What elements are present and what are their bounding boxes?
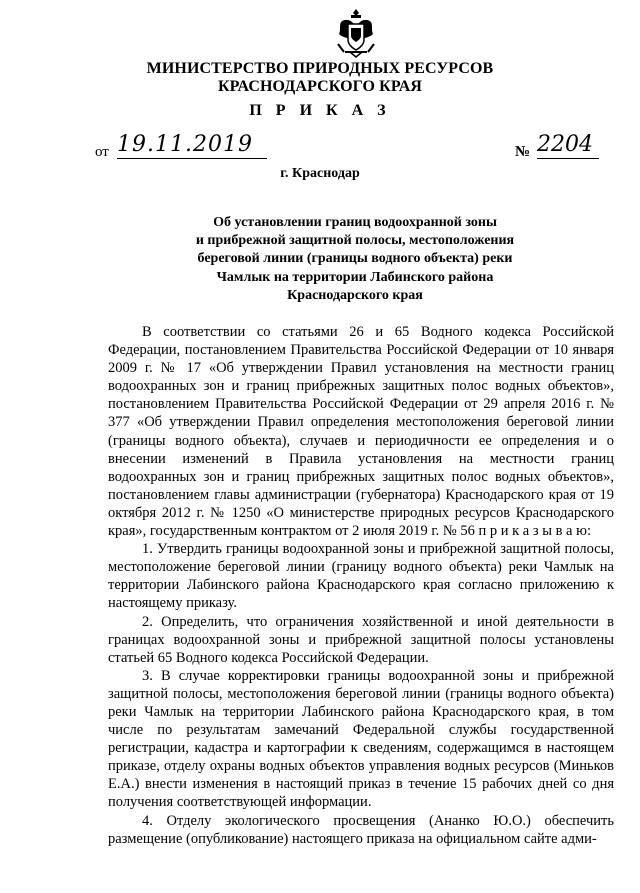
ministry-line-2: КРАСНОДАРСКОГО КРАЯ xyxy=(217,78,423,95)
document-body xyxy=(108,323,614,848)
paragraph-1: 1. Утвердить границы водоохранной зоны и прибрежной защитной полосы, местоположение береговой линии (границу водного объекта) реки Чамлык на территории Лабинского района Краснодарского края согласно приложению к настоящему приказу. xyxy=(108,541,614,612)
paragraph-3: 3. В случае корректировки границы водоохранной зоны и прибрежной защитной полосы, местоположения береговой линии (границы водного объекта) реки Чамлык на территории Лабинского района Краснодарского края, в том числе по результатам замечаний Федеральной службы государственной регистрации, кадастра и картографии к сведениям, содержащимся в настоящем приказе, отделу охраны водных объектов управления водных ресурсов (Миньков Е.А.) внести изменения в настоящий приказ в течение 15 рабочих дней со дня получения соответствующей информации. xyxy=(108,667,614,811)
ministry-name xyxy=(0,60,640,96)
title-line: Об установлении границ водоохранной зоны xyxy=(213,215,497,230)
date-label: от xyxy=(95,144,109,160)
paragraph-preamble: В соответствии со статьями 26 и 65 Водного кодекса Российской Федерации, постановлением Правительства Российской Федерации от 10 января 2009 г. № 17 «Об утверждении Правил установления на местности границ водоохранных зон и границ прибрежных защитных полос водных объектов», постановлением Правительства Российской Федерации от 29 апреля 2016 г. № 377 «Об утверждении Правил определения местоположения береговой линии (границы водного объекта), случаев и периодичности ее определения и о внесении изменений в Правила установления на местности границ водоохранных зон и границ прибрежных защитных полос водных объектов», постановлением главы администрации (губернатора) Краснодарского края от 19 октября 2012 г. № 1250 «О министерстве природных ресурсов Краснодарского края», государственным контрактом от 2 июля 2019 г. № 56 п р и к а з ы в а ю: xyxy=(108,324,614,540)
paragraph-4: 4. Отделу экологического просвещения (Ананко Ю.О.) обеспечить размещение (опубликование) настоящего приказа на официальном сайте адми- xyxy=(108,812,614,847)
title-line: Чамлык на территории Лабинского района xyxy=(216,269,494,285)
number-value: 2204 xyxy=(537,132,599,159)
title-line: Краснодарского края xyxy=(287,287,423,303)
city: г. Краснодар xyxy=(280,166,360,181)
order-title xyxy=(150,214,560,305)
paragraph-2: 2. Определить, что ограничения хозяйственной и иной деятельности в границах водоохранной зоны и прибрежной защитной полосы установлены статьей 65 Водного кодекса Российской Федерации. xyxy=(108,613,614,666)
number-label: № xyxy=(515,144,531,160)
title-line: и прибрежной защитной полосы, местоположения xyxy=(195,233,515,249)
date-value: 19.11.2019 xyxy=(117,132,267,159)
coat-of-arms-icon xyxy=(335,8,377,58)
ministry-line-1: МИНИСТЕРСТВО ПРИРОДНЫХ РЕСУРСОВ xyxy=(146,60,494,77)
title-line: береговой линии (границы водного объекта) реки xyxy=(197,251,513,267)
document-type: П Р И К А З xyxy=(249,102,391,119)
